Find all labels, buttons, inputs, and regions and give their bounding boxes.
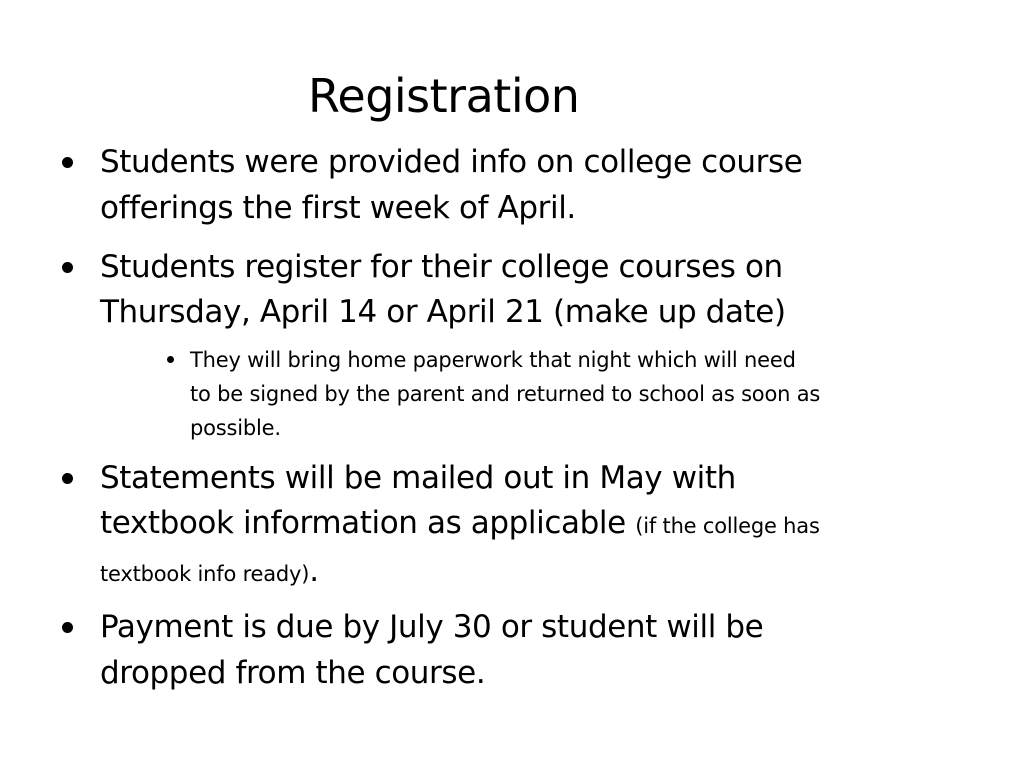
- bullet-2-line-2: Thursday, April 14 or April 21 (make up date): [100, 294, 786, 330]
- bullet-3-note-close: textbook info ready): [100, 562, 310, 586]
- bullet-dot-icon: [62, 473, 73, 484]
- slide-title: Registration: [308, 69, 580, 123]
- bullet-3-line-3: [100, 548, 319, 597]
- bullet-dot-icon: [62, 622, 73, 633]
- bullet-dot-icon: [62, 157, 73, 168]
- bullet-3-note-open: (if the college has: [635, 514, 820, 538]
- bullet-2-line-1: Students register for their college courses on: [100, 249, 783, 285]
- bullet-3-line-2-text: textbook information as applicable: [100, 505, 626, 541]
- bullet-4-line-2: dropped from the course.: [100, 655, 486, 691]
- bullet-4-line-1: Payment is due by July 30 or student will be: [100, 609, 764, 645]
- bullet-3-line-2: [100, 500, 820, 549]
- bullet-dot-icon: [62, 262, 73, 273]
- sub-bullet-line-2: to be signed by the parent and returned to school as soon as: [190, 382, 821, 406]
- bullet-1-line-2: offerings the first week of April.: [100, 190, 576, 226]
- sub-bullet-dot-icon: [167, 356, 174, 363]
- bullet-1-line-1: Students were provided info on college course: [100, 144, 803, 180]
- bullet-3-line-1: Statements will be mailed out in May with: [100, 460, 736, 496]
- bullet-3-end-punct: .: [309, 553, 319, 589]
- sub-bullet-line-1: They will bring home paperwork that night which will need: [190, 348, 796, 372]
- sub-bullet-line-3: possible.: [190, 416, 281, 440]
